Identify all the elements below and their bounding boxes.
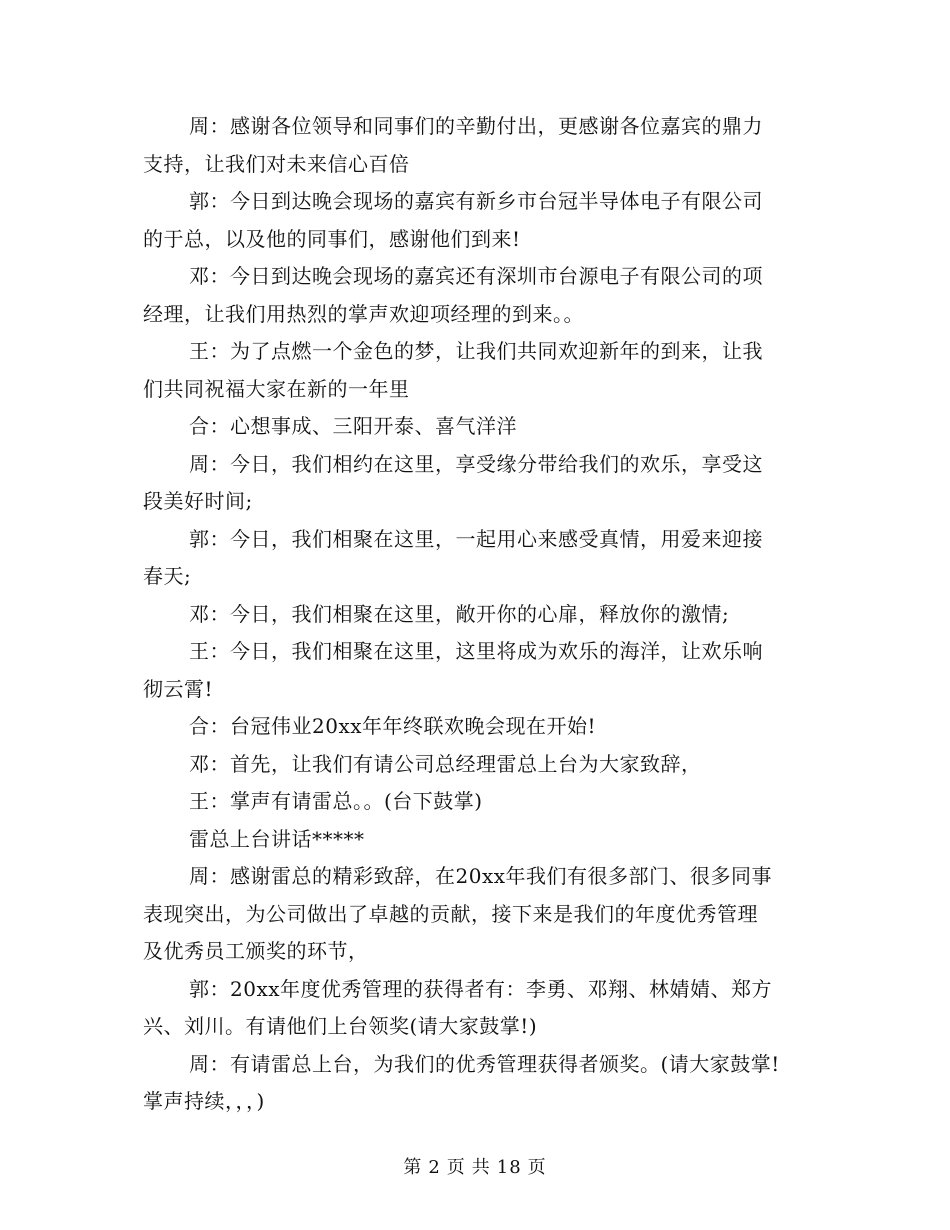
paragraph-line: 雷总上台讲话***** (189, 826, 365, 851)
footer-label-total: 共 (471, 1157, 491, 1178)
paragraph-line: 合：台冠伟业20xx年年终联欢晚会现在开始! (189, 714, 597, 738)
footer-label-total-unit: 页 (527, 1157, 547, 1178)
paragraph-line: 邓：今日，我们相聚在这里，敞开你的心扉，释放你的激情; (189, 601, 730, 626)
paragraph (143, 446, 805, 521)
page-footer (0, 1153, 950, 1179)
paragraph-line: 周：有请雷总上台，为我们的优秀管理获得者颁奖。(请大家鼓掌! (189, 1051, 780, 1076)
paragraph-line: 邓：今日到达晚会现场的嘉宾还有深圳市台源电子有限公司的项 (189, 264, 763, 288)
paragraph (143, 108, 805, 183)
paragraph (143, 971, 805, 1046)
paragraph-line: 邓：首先，让我们有请公司总经理雷总上台为大家致辞， (189, 751, 702, 776)
paragraph-line: 合：心想事成、三阳开泰、喜气洋洋 (189, 414, 517, 438)
document-body (143, 108, 805, 1121)
paragraph (143, 333, 805, 408)
paragraph (143, 596, 805, 634)
paragraph (143, 408, 805, 446)
paragraph-line: 郭：今日到达晚会现场的嘉宾有新乡市台冠半导体电子有限公司 (189, 189, 763, 213)
paragraph-line: 郭：20xx年度优秀管理的获得者有：李勇、邓翔、林婧婧、郑方 (189, 976, 773, 1001)
paragraph (143, 746, 805, 784)
paragraph-line: 周：今日，我们相约在这里，享受缘分带给我们的欢乐，享受这 (189, 451, 763, 476)
paragraph-line: 支持，让我们对未来信心百倍 (143, 151, 410, 176)
paragraph (143, 858, 805, 971)
paragraph-line: 王：为了点燃一个金色的梦，让我们共同欢迎新年的到来，让我 (189, 339, 763, 363)
paragraph (143, 1046, 805, 1121)
paragraph (143, 258, 805, 333)
paragraph-line: 们共同祝福大家在新的一年里 (143, 376, 410, 401)
paragraph-line: 周：感谢各位领导和同事们的辛勤付出，更感谢各位嘉宾的鼎力 (189, 114, 763, 138)
paragraph (143, 633, 805, 708)
paragraph (143, 821, 805, 859)
paragraph (143, 708, 805, 746)
paragraph-line: 的于总，以及他的同事们，感谢他们到来! (143, 226, 521, 251)
paragraph-line: 周：感谢雷总的精彩致辞，在20xx年我们有很多部门、很多同事 (189, 864, 773, 888)
current-page-number: 2 (428, 1157, 441, 1178)
paragraph-line: 兴、刘川。有请他们上台领奖(请大家鼓掌!) (143, 1014, 538, 1038)
paragraph-line: 郭：今日，我们相聚在这里，一起用心来感受真情，用爱来迎接 (189, 526, 763, 551)
paragraph-line: 王：今日，我们相聚在这里，这里将成为欢乐的海洋，让欢乐响 (189, 639, 763, 663)
paragraph (143, 183, 805, 258)
paragraph (143, 783, 805, 821)
footer-label-page-unit: 页 (446, 1157, 466, 1178)
paragraph-line: 经理，让我们用热烈的掌声欢迎项经理的到来。。 (143, 301, 584, 326)
paragraph-line: 表现突出，为公司做出了卓越的贡献，接下来是我们的年度优秀管理 (143, 901, 758, 926)
paragraph (143, 521, 805, 596)
total-pages-number: 18 (496, 1157, 522, 1178)
paragraph-line: 及优秀员工颁奖的环节， (143, 939, 369, 963)
footer-label-page: 第 (403, 1157, 423, 1178)
paragraph-line: 彻云霄! (143, 676, 214, 701)
paragraph-line: 王：掌声有请雷总。。(台下鼓掌) (189, 789, 483, 813)
paragraph-line: 春天; (143, 564, 192, 588)
paragraph-line: 段美好时间; (143, 489, 253, 513)
paragraph-line: 掌声持续，，，) (143, 1089, 265, 1113)
